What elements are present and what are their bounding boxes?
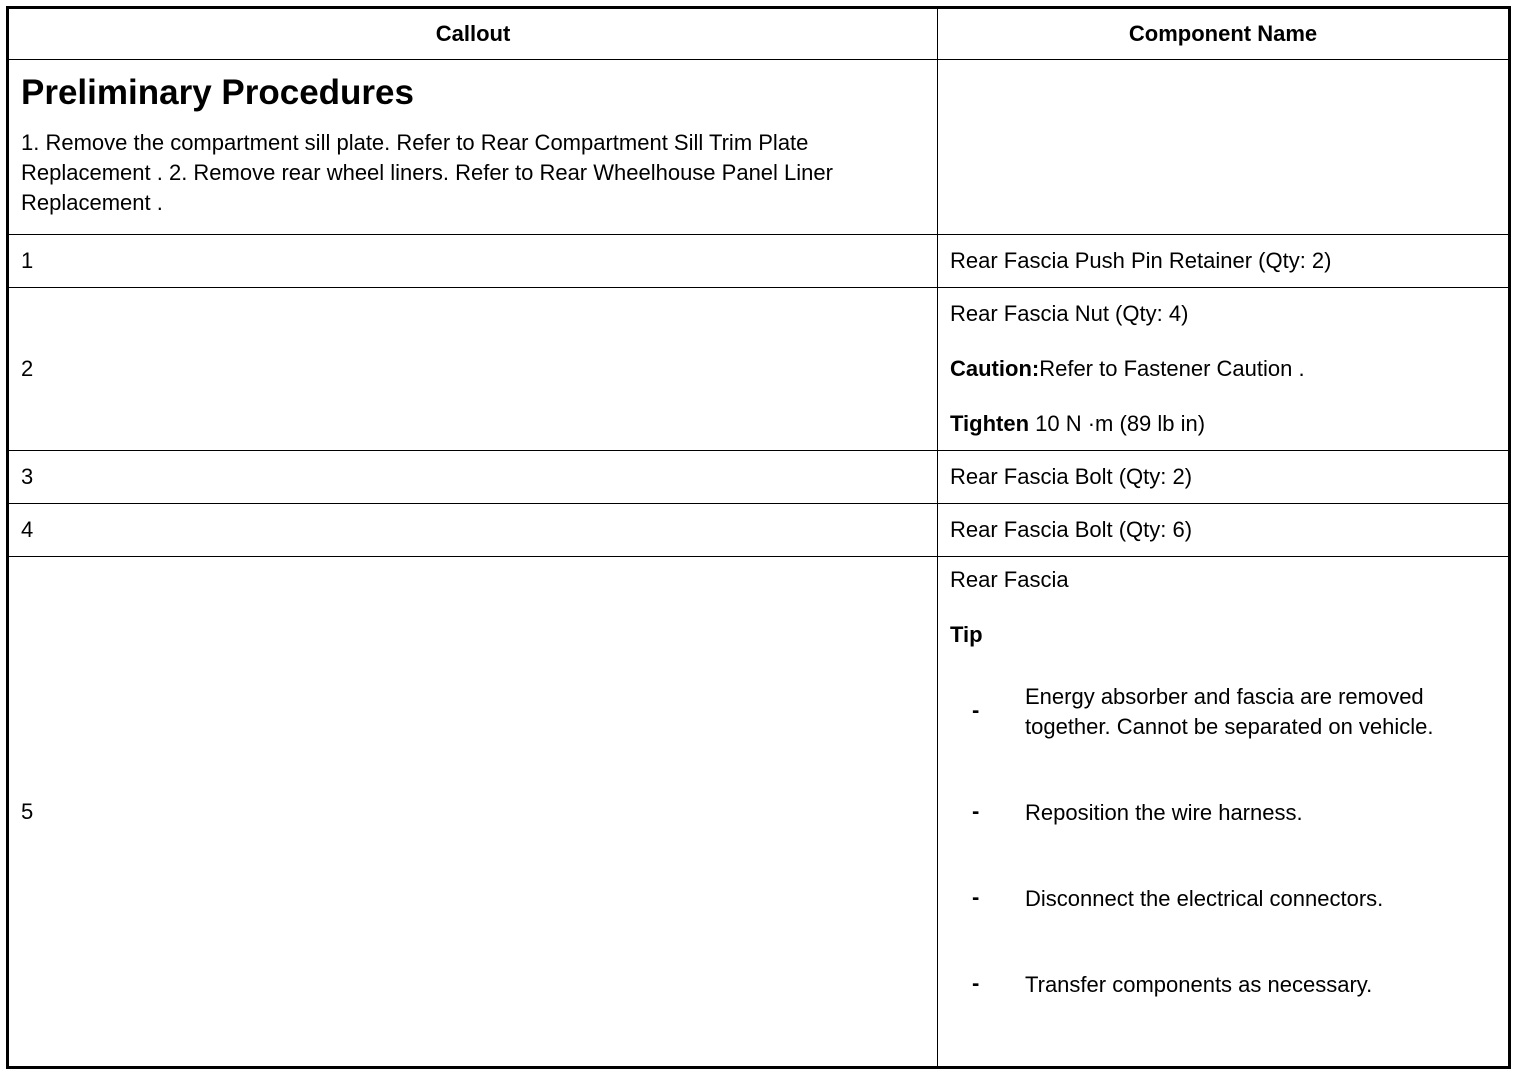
component-cell: Rear Fascia Push Pin Retainer (Qty: 2) xyxy=(938,235,1510,288)
bullet-icon: - xyxy=(972,697,980,723)
callout-cell: 2 xyxy=(8,288,938,451)
preliminary-cell xyxy=(8,60,938,235)
callout-cell: 1 xyxy=(8,235,938,288)
component-cell xyxy=(938,288,1510,451)
component-cell xyxy=(938,557,1510,1068)
list-item xyxy=(950,970,1496,1000)
callout-cell: 5 xyxy=(8,557,938,1068)
table-row xyxy=(8,557,1510,1068)
tip-text: Reposition the wire harness. xyxy=(1025,800,1303,825)
caution-note xyxy=(950,354,1496,384)
table-row xyxy=(8,235,1510,288)
component-name: Rear Fascia Nut (Qty: 4) xyxy=(950,301,1189,326)
list-item xyxy=(950,682,1496,742)
tighten-value: 10 N ·m (89 lb in) xyxy=(1029,411,1206,436)
caution-label: Caution: xyxy=(950,356,1040,381)
table-row xyxy=(8,451,1510,504)
caution-text: Refer to Fastener Caution . xyxy=(1039,356,1305,381)
tip-text: Energy absorber and fascia are removed together. Cannot be separated on vehicle. xyxy=(1025,684,1434,739)
torque-spec xyxy=(950,409,1496,439)
callout-cell: 3 xyxy=(8,451,938,504)
tip-list xyxy=(950,682,1496,1000)
list-item xyxy=(950,884,1496,914)
tighten-label: Tighten xyxy=(950,411,1030,436)
callout-cell: 4 xyxy=(8,504,938,557)
preliminary-empty-cell xyxy=(938,60,1510,235)
component-cell: Rear Fascia Bolt (Qty: 2) xyxy=(938,451,1510,504)
preliminary-row xyxy=(8,60,1510,235)
header-row xyxy=(8,8,1510,60)
preliminary-text: 1. Remove the compartment sill plate. Refer to Rear Compartment Sill Trim Plate Replacement . 2. Remove rear wheel liners. Refer to Rear Wheelhouse Panel Liner Replacement . xyxy=(21,130,833,215)
tip-text: Transfer components as necessary. xyxy=(1025,972,1373,997)
bullet-icon: - xyxy=(972,798,980,824)
tip-label: Tip xyxy=(950,622,983,647)
component-name-header: Component Name xyxy=(938,8,1510,60)
preliminary-title: Preliminary Procedures xyxy=(21,73,414,112)
component-name: Rear Fascia xyxy=(950,567,1069,592)
procedure-table xyxy=(6,6,1511,1069)
component-cell: Rear Fascia Bolt (Qty: 6) xyxy=(938,504,1510,557)
table-row xyxy=(8,504,1510,557)
tip-heading xyxy=(950,620,1496,650)
bullet-icon: - xyxy=(972,884,980,910)
tip-text: Disconnect the electrical connectors. xyxy=(1025,886,1384,911)
bullet-icon: - xyxy=(972,970,980,996)
callout-header: Callout xyxy=(8,8,938,60)
list-item xyxy=(950,798,1496,828)
table-row xyxy=(8,288,1510,451)
